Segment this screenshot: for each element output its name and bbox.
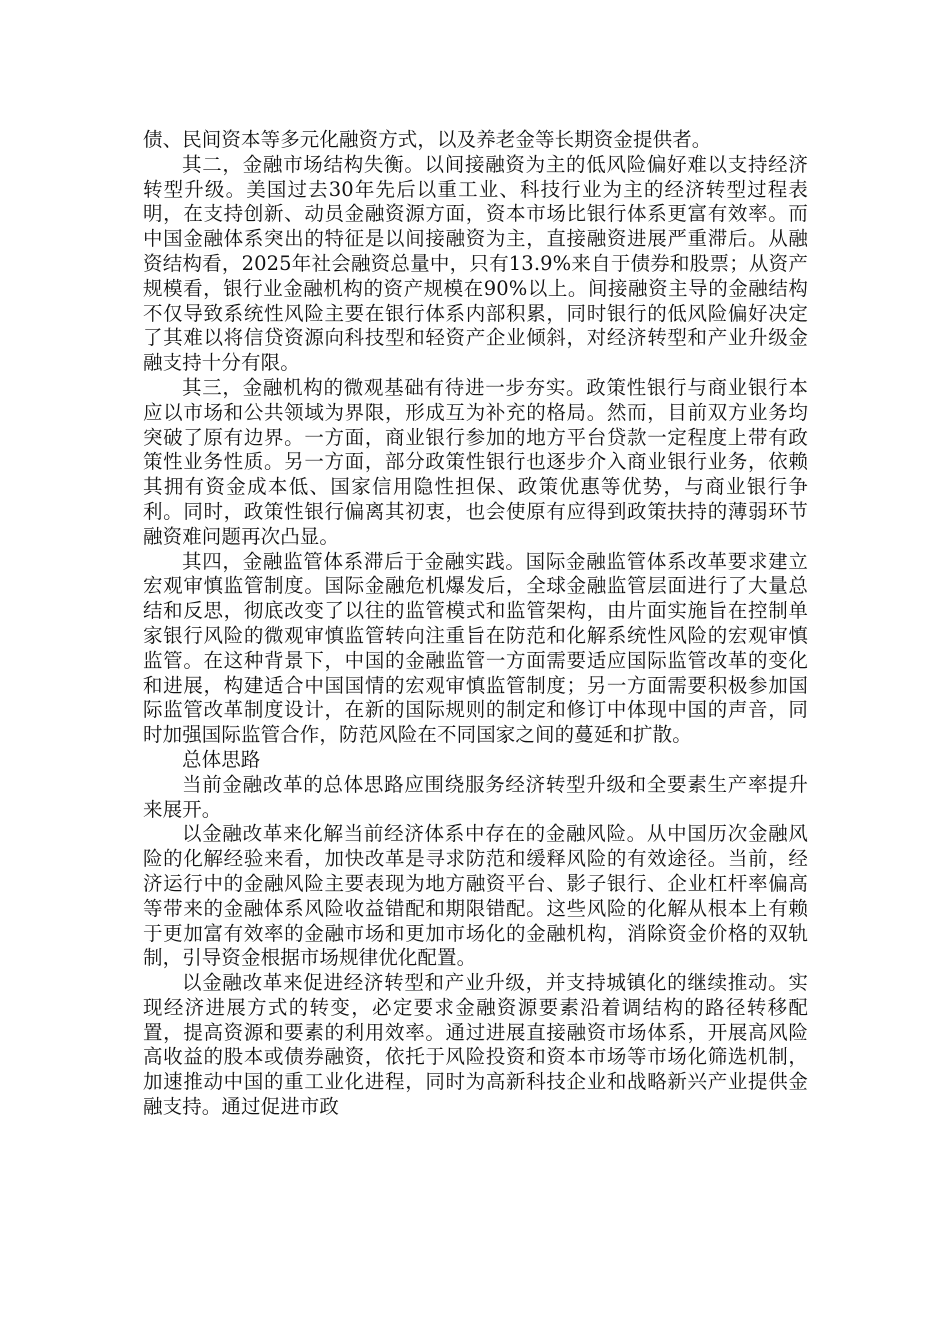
paragraph-financial-supervision: 其四，金融监管体系滞后于金融实践。国际金融监管体系改革要求建立宏观审慎监管制度。国际金融危机爆发后，全球金融监管层面进行了大量总结和反思，彻底改变了以往的监管模式和监管架构，由片面实施旨在控制单家银行风险的微观审慎监管转向注重旨在防范和化解系统性风险的宏观审慎监管。在这种背景下，中国的金融监管一方面需要适应国际监管改革的变化和进展，构建适合中国国情的宏观审慎监管制度；另一方面需要积极参加国际监管改革制度设计，在新的国际规则的制定和修订中体现中国的声音，同时加强国际监管合作，防范风险在不同国家之间的蔓延和扩散。: [143, 549, 808, 747]
section-heading-overall-approach: 总体思路: [182, 747, 261, 771]
paragraph-overall-approach: 当前金融改革的总体思路应围绕服务经济转型升级和全要素生产率提升来展开。: [143, 772, 808, 821]
paragraph-continuation: 债、民间资本等多元化融资方式，以及养老金等长期资金提供者。: [143, 128, 712, 151]
paragraph-financial-institutions: 其三，金融机构的微观基础有待进一步夯实。政策性银行与商业银行本应以市场和公共领域为界限，形成互为补充的格局。然而，目前双方业务均突破了原有边界。一方面，商业银行参加的地方平台贷款一定程度上带有政策性业务性质。另一方面，部分政策性银行也逐步介入商业银行业务，依赖其拥有资金成本低、国家信用隐性担保、政策优惠等优势，与商业银行争利。同时，政策性银行偏离其初衷，也会使原有应得到政策扶持的薄弱环节融资难问题再次凸显。: [143, 375, 808, 548]
paragraph-promote-transformation: 以金融改革来促进经济转型和产业升级，并支持城镇化的继续推动。实现经济进展方式的转变，必定要求金融资源要素沿着调结构的路径转移配置，提高资源和要素的利用效率。通过进展直接融资市场体系，开展高风险高收益的股本或债券融资，依托于风险投资和资本市场等市场化筛选机制，加速推动中国的重工业化进程，同时为高新科技企业和战略新兴产业提供金融支持。通过促进市政: [143, 971, 808, 1119]
document-body: [143, 128, 808, 1120]
paragraph-financial-market-structure: 其二，金融市场结构失衡。以间接融资为主的低风险偏好难以支持经济转型升级。美国过去30年先后以重工业、科技行业为主的经济转型过程表明，在支持创新、动员金融资源方面，资本市场比银行体系更富有效率。而中国金融体系突出的特征是以间接融资为主，直接融资进展严重滞后。从融资结构看，2025年社会融资总量中，只有13.9%来自于债券和股票；从资产规模看，银行业金融机构的资产规模在90%以上。间接融资主导的金融结构不仅导致系统性风险主要在银行体系内部积累，同时银行的低风险偏好决定了其难以将信贷资源向科技型和轻资产企业倾斜，对经济转型和产业升级金融支持十分有限。: [143, 152, 808, 375]
paragraph-resolve-financial-risk: 以金融改革来化解当前经济体系中存在的金融风险。从中国历次金融风险的化解经验来看，加快改革是寻求防范和缓释风险的有效途径。当前，经济运行中的金融风险主要表现为地方融资平台、影子银行、企业杠杆率偏高等带来的金融体系风险收益错配和期限错配。这些风险的化解从根本上有赖于更加富有效率的金融市场和更加市场化的金融机构，消除资金价格的双轨制，引导资金根据市场规律优化配置。: [143, 822, 808, 970]
